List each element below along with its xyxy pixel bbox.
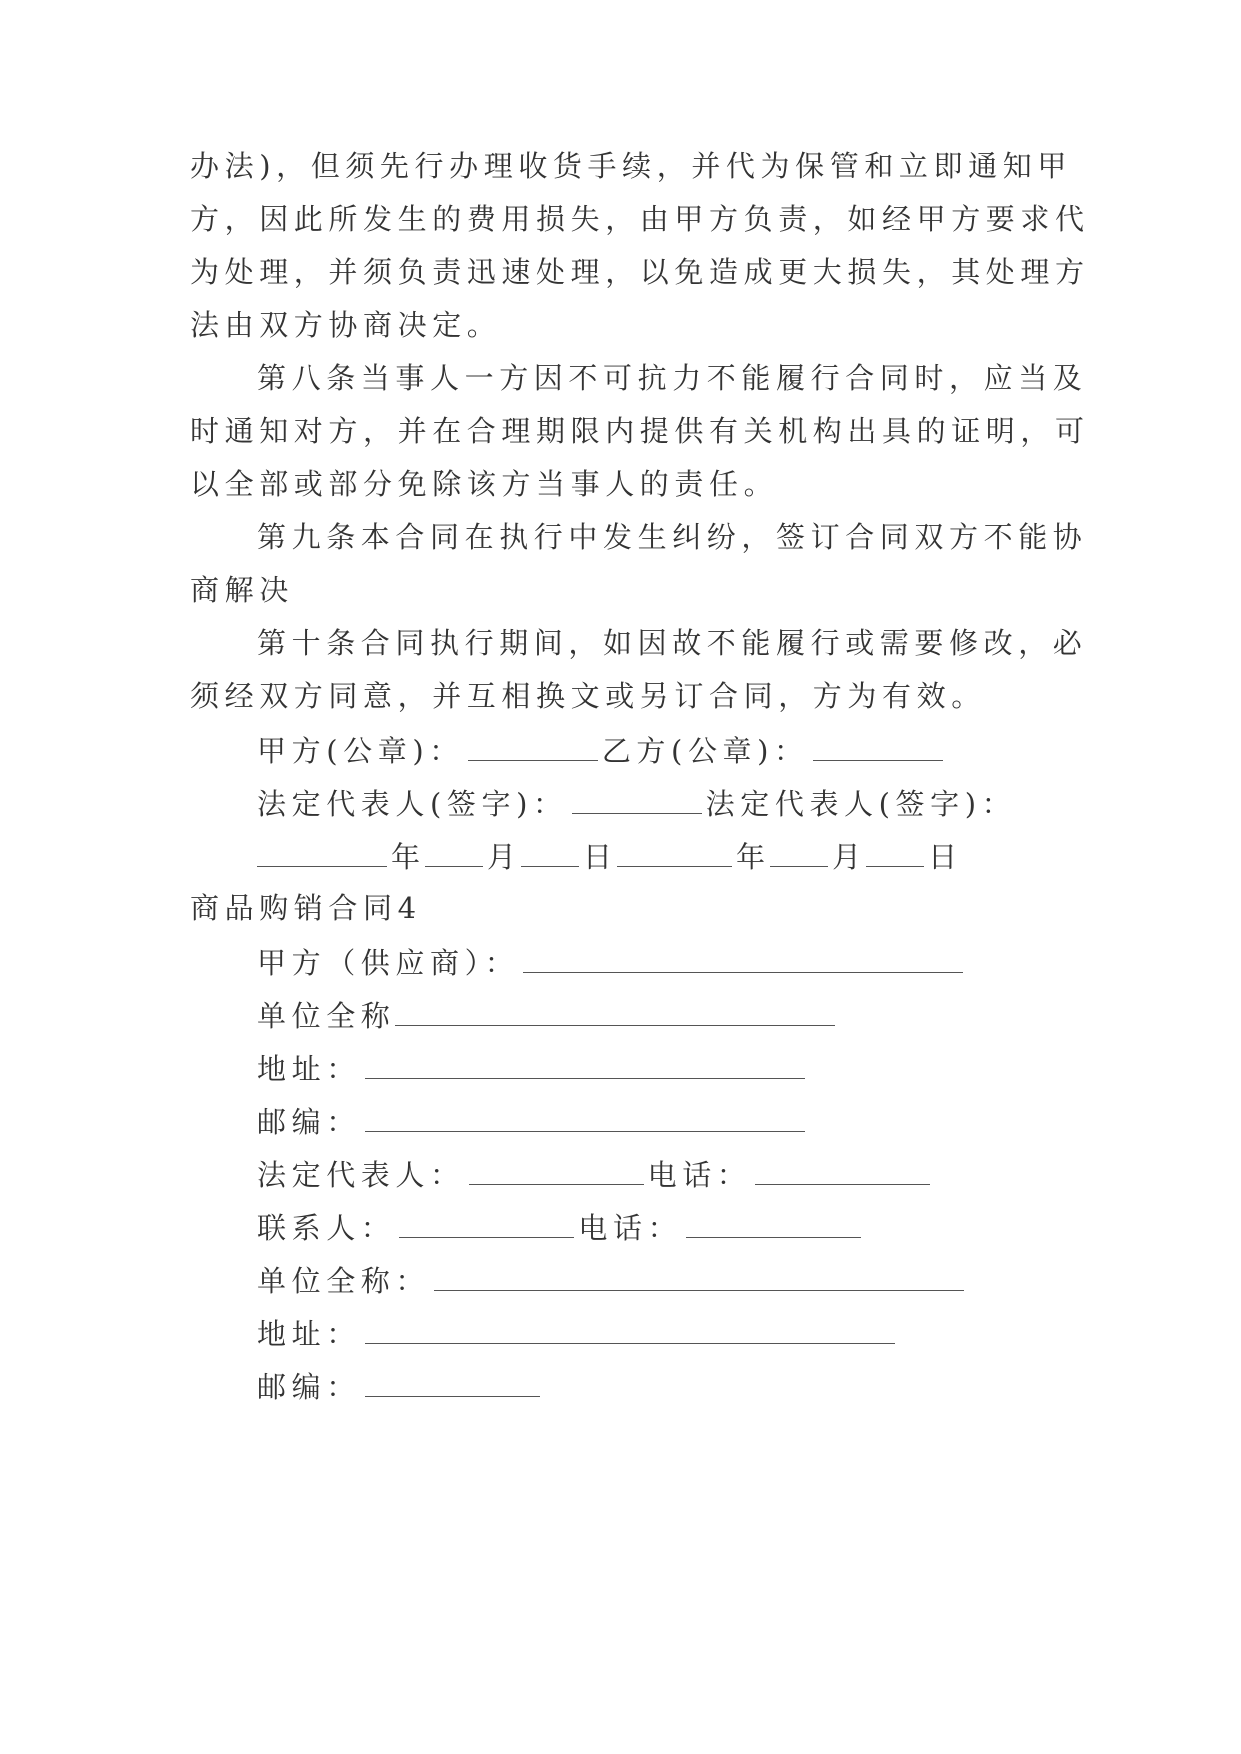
unit-name-line-2 [257, 1250, 1137, 1308]
legal-rep-sign-a-blank[interactable] [572, 773, 702, 814]
legal-rep-blank[interactable] [469, 1144, 644, 1185]
month-b-blank[interactable] [770, 826, 828, 867]
unit-name-line [257, 985, 1137, 1043]
party-b-seal-blank[interactable] [813, 720, 943, 761]
contact-blank[interactable] [399, 1197, 574, 1238]
legal-rep-sign-line [257, 773, 1137, 831]
year-label: 年 [391, 840, 422, 874]
unit-full-name-label: 单位全称 [257, 999, 396, 1033]
postcode-line-2 [257, 1356, 1137, 1414]
postcode-label: 邮编： [257, 1370, 361, 1404]
phone-blank[interactable] [755, 1144, 930, 1185]
party-a-supplier-blank[interactable] [523, 932, 963, 973]
party-a-seal-label: 甲方(公章)： [257, 734, 464, 768]
phone-label: 电话： [578, 1211, 683, 1245]
article-10-line: 第十条合同执行期间，如因故不能履行或需要修改，必 [257, 626, 1088, 660]
day-label: 日 [928, 840, 959, 874]
phone-label: 电话： [647, 1158, 752, 1192]
postcode-label: 邮编： [257, 1105, 361, 1139]
address-label: 地址： [257, 1052, 361, 1086]
year-a-blank[interactable] [257, 826, 387, 867]
day-label: 日 [583, 840, 614, 874]
legal-rep-label: 法定代表人： [257, 1158, 465, 1192]
address-blank[interactable] [365, 1303, 895, 1344]
address-line-2 [257, 1303, 1137, 1361]
paragraph-line: 方，因此所发生的费用损失，由甲方负责，如经甲方要求代 [190, 202, 1090, 236]
contact-label: 联系人： [257, 1211, 396, 1245]
contract-title: 商品购销合同4 [190, 891, 422, 925]
supplier-line [257, 932, 1137, 990]
article-9-line: 商解决 [190, 573, 294, 607]
party-a-seal-blank[interactable] [468, 720, 598, 761]
year-label: 年 [736, 840, 767, 874]
unit-full-name-blank[interactable] [395, 985, 835, 1026]
postcode-blank[interactable] [365, 1356, 540, 1397]
address-label: 地址： [257, 1317, 361, 1351]
contact-phone-blank[interactable] [686, 1197, 861, 1238]
unit-full-name-label: 单位全称： [257, 1264, 431, 1298]
paragraph-line: 办法)，但须先行办理收货手续，并代为保管和立即通知甲 [190, 149, 1072, 183]
paragraph-line: 为处理，并须负责迅速处理，以免造成更大损失，其处理方 [190, 255, 1090, 289]
month-a-blank[interactable] [425, 826, 483, 867]
postcode-line [257, 1091, 1137, 1149]
address-blank[interactable] [365, 1038, 805, 1079]
article-8-line: 时通知对方，并在合理期限内提供有关机构出具的证明，可 [190, 414, 1090, 448]
date-line [257, 826, 1137, 884]
day-b-blank[interactable] [866, 826, 924, 867]
day-a-blank[interactable] [521, 826, 579, 867]
article-9-line: 第九条本合同在执行中发生纠纷，签订合同双方不能协 [257, 520, 1088, 554]
legal-rep-line [257, 1144, 1137, 1202]
party-b-seal-label: 乙方(公章)： [601, 734, 809, 768]
seal-line [257, 720, 1137, 778]
year-b-blank[interactable] [617, 826, 732, 867]
legal-rep-sign-a-label: 法定代表人(签字)： [257, 787, 568, 821]
party-a-supplier-label: 甲方（供应商）： [257, 946, 520, 980]
paragraph-line: 法由双方协商决定。 [190, 308, 502, 342]
unit-full-name-blank[interactable] [434, 1250, 964, 1291]
article-10-line: 须经双方同意，并互相换文或另订合同，方为有效。 [190, 679, 986, 713]
month-label: 月 [487, 840, 518, 874]
article-8-line: 第八条当事人一方因不可抗力不能履行合同时，应当及 [257, 361, 1088, 395]
month-label: 月 [832, 840, 863, 874]
article-8-line: 以全部或部分免除该方当事人的责任。 [190, 467, 779, 501]
address-line [257, 1038, 1137, 1096]
contact-line [257, 1197, 1137, 1255]
postcode-blank[interactable] [365, 1091, 805, 1132]
legal-rep-sign-b-label: 法定代表人(签字)： [705, 787, 1017, 821]
